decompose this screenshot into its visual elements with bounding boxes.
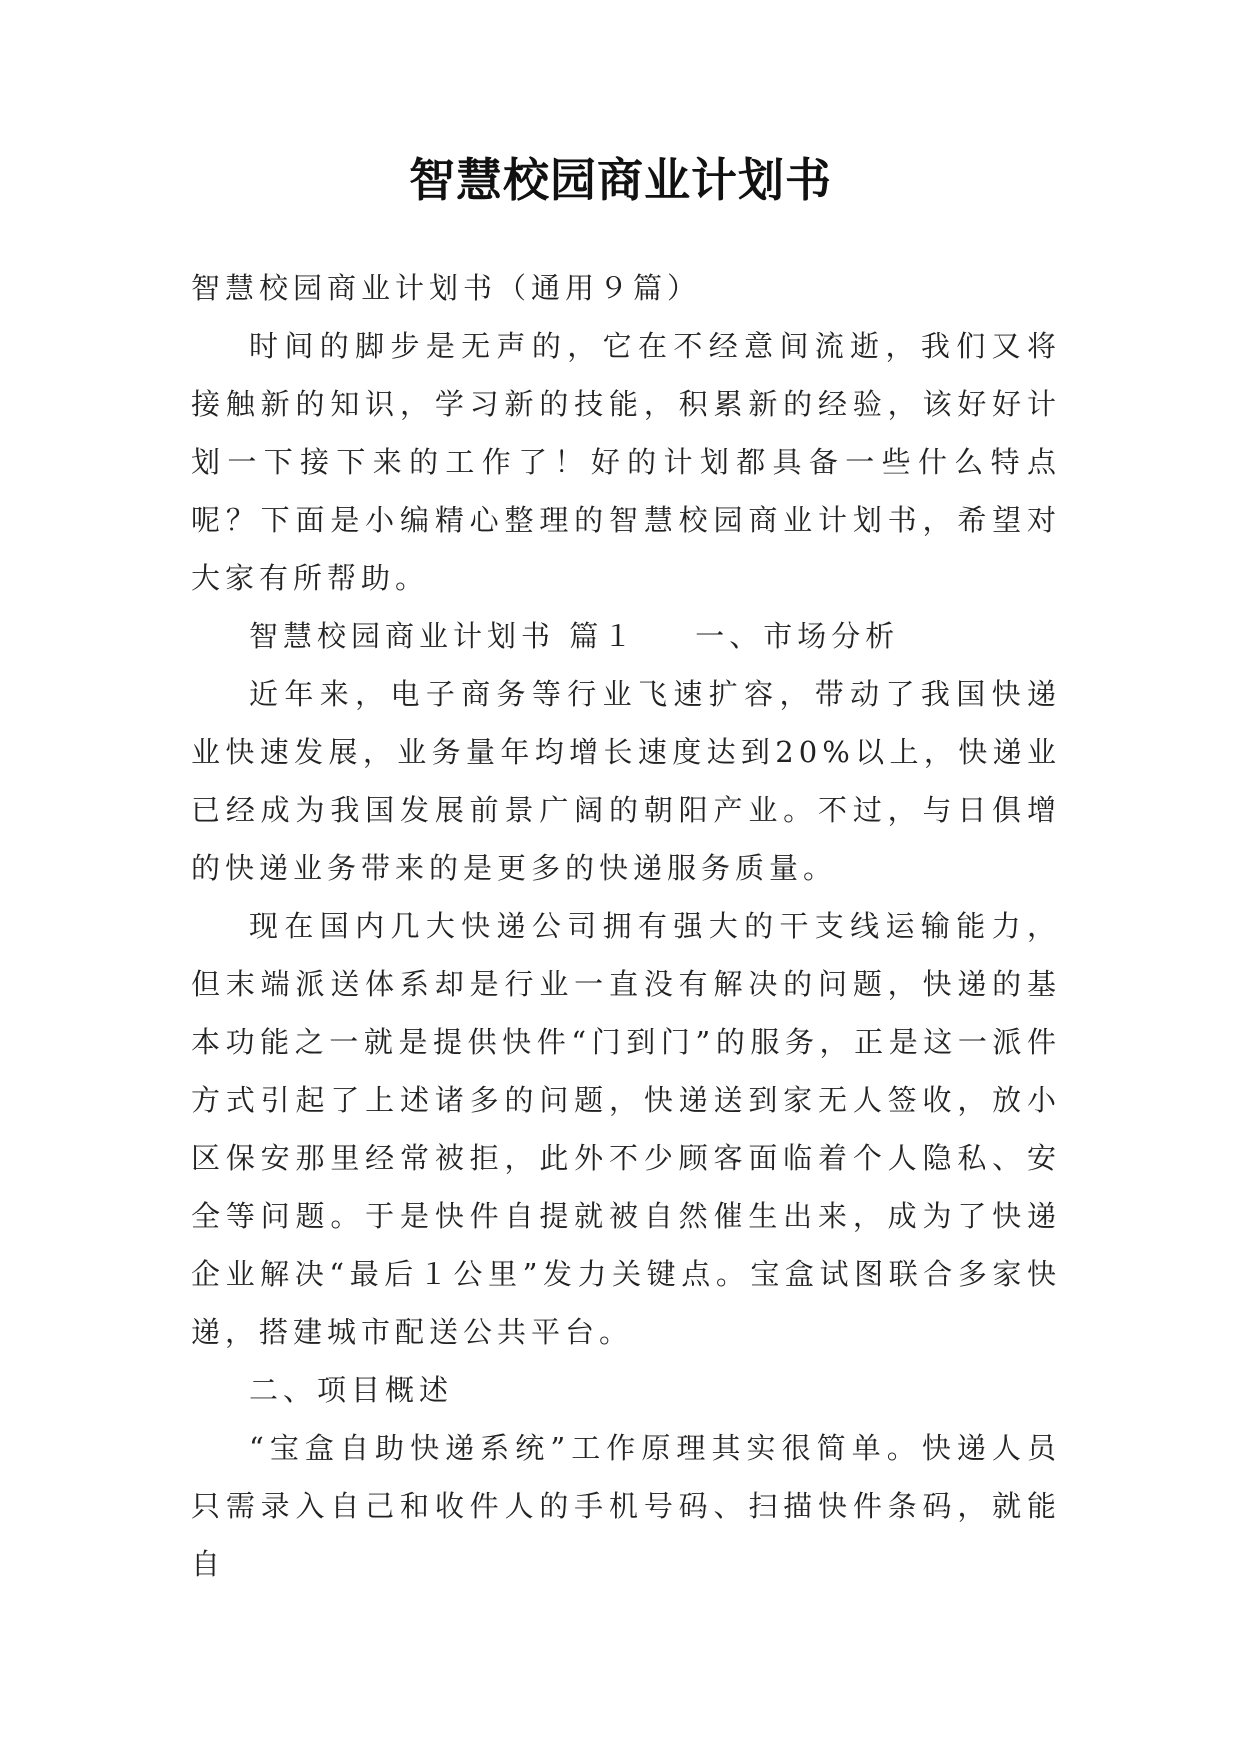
- intro-paragraph: 时间的脚步是无声的，它在不经意间流逝，我们又将接触新的知识，学习新的技能，积累新的经验，该好好计划一下接下来的工作了！好的计划都具备一些什么特点呢？下面是小编精心整理的智慧校园商业计划书，希望对大家有所帮助。: [191, 329, 1061, 595]
- section-heading-market-analysis: 一、市场分析: [695, 619, 900, 653]
- document-title: 智慧校园商业计划书: [409, 153, 832, 207]
- project-paragraph-1: “宝盒自助快递系统”工作原理其实很简单。快递人员只需录入自己和收件人的手机号码、扫描快件条码，就能自: [191, 1431, 1061, 1581]
- document-body: [191, 259, 1061, 1593]
- chapter-label: 智慧校园商业计划书 篇１: [249, 619, 638, 653]
- section-heading-project-overview: 二、项目概述: [249, 1373, 454, 1407]
- market-paragraph-1: 近年来，电子商务等行业飞速扩容，带动了我国快递业快速发展，业务量年均增长速度达到20%以上，快递业已经成为我国发展前景广阔的朝阳产业。不过，与日俱增的快递业务带来的是更多的快递服务质量。: [191, 677, 1061, 885]
- chapter-heading-line: [191, 607, 1061, 665]
- market-paragraph-2: 现在国内几大快递公司拥有强大的干支线运输能力，但末端派送体系却是行业一直没有解决的问题，快递的基本功能之一就是提供快件“门到门”的服务，正是这一派件方式引起了上述诸多的问题，快递送到家无人签收，放小区保安那里经常被拒，此外不少顾客面临着个人隐私、安全等问题。于是快件自提就被自然催生出来，成为了快递企业解决“最后１公里”发力关键点。宝盒试图联合多家快递，搭建城市配送公共平台。: [191, 909, 1061, 1349]
- document-subtitle: 智慧校园商业计划书（通用９篇）: [191, 271, 702, 305]
